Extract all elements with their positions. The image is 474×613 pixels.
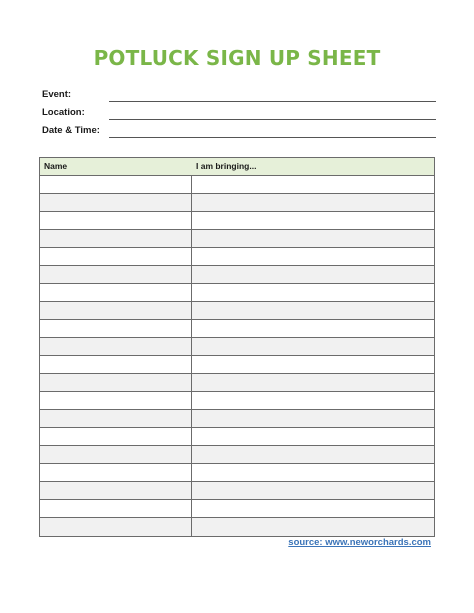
bringing-cell[interactable] (192, 500, 434, 517)
table-row (40, 338, 434, 356)
bringing-column-header: I am bringing... (196, 161, 257, 171)
bringing-cell[interactable] (192, 194, 434, 211)
source-link[interactable]: source: www.neworchards.com (288, 537, 431, 548)
bringing-cell[interactable] (192, 410, 434, 427)
name-cell[interactable] (40, 176, 192, 193)
table-row (40, 176, 434, 194)
name-cell[interactable] (40, 266, 192, 283)
table-row (40, 446, 434, 464)
table-row (40, 284, 434, 302)
name-cell[interactable] (40, 410, 192, 427)
bringing-cell[interactable] (192, 248, 434, 265)
bringing-cell[interactable] (192, 230, 434, 247)
page-title: POTLUCK SIGN UP SHEET (93, 46, 381, 70)
table-row (40, 482, 434, 500)
bringing-cell[interactable] (192, 284, 434, 301)
table-row (40, 212, 434, 230)
table-row (40, 320, 434, 338)
name-cell[interactable] (40, 500, 192, 517)
table-row (40, 500, 434, 518)
table-row (40, 392, 434, 410)
bringing-cell[interactable] (192, 320, 434, 337)
name-cell[interactable] (40, 356, 192, 373)
signup-table (39, 157, 435, 537)
name-cell[interactable] (40, 248, 192, 265)
event-line[interactable] (109, 101, 436, 102)
bringing-cell[interactable] (192, 464, 434, 481)
bringing-cell[interactable] (192, 428, 434, 445)
date-time-field[interactable] (42, 125, 436, 139)
name-cell[interactable] (40, 230, 192, 247)
name-cell[interactable] (40, 446, 192, 463)
table-row (40, 374, 434, 392)
name-cell[interactable] (40, 320, 192, 337)
bringing-cell[interactable] (192, 446, 434, 463)
bringing-cell[interactable] (192, 356, 434, 373)
bringing-cell[interactable] (192, 176, 434, 193)
table-row (40, 428, 434, 446)
name-column-header: Name (44, 161, 68, 171)
date-time-label: Date & Time: (42, 125, 100, 136)
table-row (40, 410, 434, 428)
bringing-cell[interactable] (192, 266, 434, 283)
location-line[interactable] (109, 119, 436, 120)
name-cell[interactable] (40, 392, 192, 409)
bringing-cell[interactable] (192, 302, 434, 319)
name-cell[interactable] (40, 338, 192, 355)
event-label: Event: (42, 89, 72, 100)
bringing-cell[interactable] (192, 482, 434, 499)
table-row (40, 266, 434, 284)
name-cell[interactable] (40, 194, 192, 211)
table-row (40, 194, 434, 212)
table-row (40, 464, 434, 482)
name-cell[interactable] (40, 374, 192, 391)
name-cell[interactable] (40, 428, 192, 445)
date-time-line[interactable] (109, 137, 436, 138)
bringing-cell[interactable] (192, 518, 434, 536)
table-row (40, 230, 434, 248)
name-cell[interactable] (40, 464, 192, 481)
bringing-cell[interactable] (192, 392, 434, 409)
name-cell[interactable] (40, 284, 192, 301)
event-field[interactable] (42, 89, 436, 103)
location-label: Location: (42, 107, 85, 118)
table-row (40, 356, 434, 374)
name-cell[interactable] (40, 518, 192, 536)
name-cell[interactable] (40, 212, 192, 229)
table-header (40, 158, 434, 176)
bringing-cell[interactable] (192, 212, 434, 229)
bringing-cell[interactable] (192, 338, 434, 355)
table-row (40, 248, 434, 266)
name-cell[interactable] (40, 482, 192, 499)
table-row (40, 518, 434, 536)
bringing-cell[interactable] (192, 374, 434, 391)
name-cell[interactable] (40, 302, 192, 319)
table-row (40, 302, 434, 320)
location-field[interactable] (42, 107, 436, 121)
table-body (40, 176, 434, 536)
